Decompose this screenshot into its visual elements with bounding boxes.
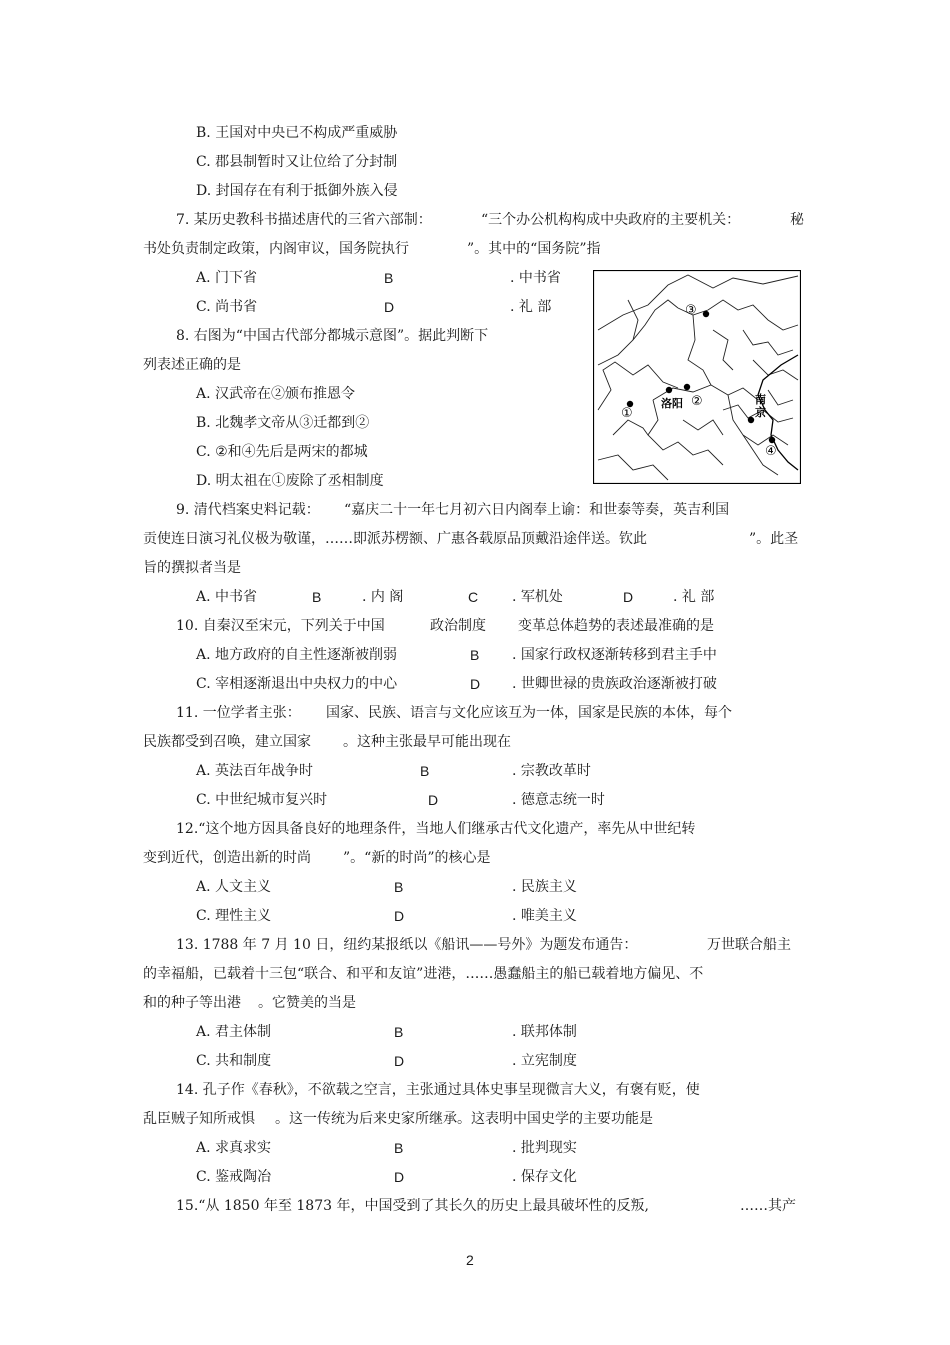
q15-stem-line1: 15.“从 1850 年至 1873 年，中国受到了其长久的历史上最具破坏性的反叛, xyxy=(176,1198,649,1214)
q11-option-b-text: . 宗教改革时 xyxy=(512,763,591,779)
q10-stem-part3: 变革总体趋势的表述最准确的是 xyxy=(518,618,714,634)
q7-option-c: C. 尚书省 xyxy=(196,299,258,315)
q9-option-d-letter: D xyxy=(623,589,634,605)
q8-option-b: B. 北魏孝文帝从③迁都到② xyxy=(196,415,370,431)
q7-option-d-text: . 礼 部 xyxy=(510,299,552,315)
q11-stem-line1-quote: 国家、民族、语言与文化应该互为一体，国家是民族的本体，每个 xyxy=(326,705,732,721)
q14-option-c: C. 鉴戒陶冶 xyxy=(196,1169,272,1185)
q12-option-d-text: . 唯美主义 xyxy=(512,908,577,924)
q15-stem-line1-end: ……其产 xyxy=(740,1198,796,1214)
page-number: 2 xyxy=(466,1252,474,1268)
q12-option-c: C. 理性主义 xyxy=(196,908,272,924)
map-label-3: ③ xyxy=(685,303,697,318)
q13-option-d-letter: D xyxy=(394,1053,405,1069)
q7-stem-line2: 书处负责制定政策，内阁审议，国务院执行 xyxy=(143,241,409,257)
q10-stem-part2: 政治制度 xyxy=(430,618,486,634)
q6-option-d: D. 封国存在有利于抵御外族入侵 xyxy=(196,183,398,199)
q9-option-d-text: . 礼 部 xyxy=(673,589,715,605)
q14-option-d-text: . 保存文化 xyxy=(512,1169,577,1185)
q11-stem-line2-end: 。这种主张最早可能出现在 xyxy=(343,734,511,750)
q13-stem-line3: 和的种子等出港 xyxy=(143,995,241,1011)
q10-option-b-letter: B xyxy=(470,647,480,663)
q9-stem-line2-end: ”。此圣 xyxy=(749,531,799,547)
q14-stem-line1: 14. 孔子作《春秋》，不欲载之空言，主张通过具体史事呈现微言大义，有褒有贬，使 xyxy=(176,1082,700,1098)
q9-stem-line1-quote: “嘉庆二十一年七月初六日内阁奉上谕：和世泰等奏，英吉利国 xyxy=(344,502,730,518)
q9-option-c-text: . 军机处 xyxy=(512,589,563,605)
q8-stem-line1: 8. 右图为“中国古代部分都城示意图”。据此判断下 xyxy=(176,328,489,344)
q13-option-d-text: . 立宪制度 xyxy=(512,1053,577,1069)
map-label-luoyang: 洛阳 xyxy=(661,397,683,410)
q14-stem-line2-end: 。这一传统为后来史家所继承。这表明中国史学的主要功能是 xyxy=(275,1111,653,1127)
q14-option-a: A. 求真求实 xyxy=(196,1140,272,1156)
q10-option-d-text: . 世卿世禄的贵族政治逐渐被打破 xyxy=(512,676,717,692)
q13-option-c: C. 共和制度 xyxy=(196,1053,272,1069)
q11-stem-line1: 11. 一位学者主张： xyxy=(176,705,301,721)
capital-cities-map xyxy=(593,270,801,484)
map-label-nanjing-1: 南 xyxy=(755,393,766,406)
q6-option-c: C. 郡县制暂时又让位给了分封制 xyxy=(196,154,398,170)
q7-option-d-letter: D xyxy=(384,299,395,315)
q8-option-c: C. ②和④先后是两宋的都城 xyxy=(196,444,368,460)
map-label-nanjing-2: 京 xyxy=(755,406,766,419)
q13-option-b-letter: B xyxy=(394,1024,404,1040)
q13-option-b-text: . 联邦体制 xyxy=(512,1024,577,1040)
q9-option-a: A. 中书省 xyxy=(196,589,258,605)
q10-option-b-text: . 国家行政权逐渐转移到君主手中 xyxy=(512,647,717,663)
q9-stem-line3: 旨的撰拟者当是 xyxy=(143,560,241,576)
q9-option-c-letter: C xyxy=(468,589,479,605)
q12-option-d-letter: D xyxy=(394,908,405,924)
q12-option-a: A. 人文主义 xyxy=(196,879,272,895)
q8-option-a: A. 汉武帝在②颁布推恩令 xyxy=(196,386,356,402)
q14-option-b-letter: B xyxy=(394,1140,404,1156)
q11-option-c: C. 中世纪城市复兴时 xyxy=(196,792,328,808)
q9-option-b-letter: B xyxy=(312,589,322,605)
q9-stem-line2: 贡使连日演习礼仪极为敬谨，……即派苏楞额、广惠各载原品顶戴沿途伴送。钦此 xyxy=(143,531,647,547)
q13-stem-line3-end: 。它赞美的当是 xyxy=(258,995,356,1011)
q12-stem-line1: 12.“这个地方因具备良好的地理条件，当地人们继承古代文化遗产，率先从中世纪转 xyxy=(176,821,696,837)
q7-quote-start: “三个办公机构构成中央政府的主要机关： xyxy=(481,212,741,228)
q13-option-a: A. 君主体制 xyxy=(196,1024,272,1040)
q8-option-d: D. 明太祖在①废除了丞相制度 xyxy=(196,473,384,489)
q10-stem-part1: 10. 自秦汉至宋元，下列关于中国 xyxy=(176,618,385,634)
q13-stem-line2: 的幸福船，已载着十三包“联合、和平和友谊”进港，……愚蠢船主的船已载着地方偏见、不 xyxy=(143,966,704,982)
q12-option-b-text: . 民族主义 xyxy=(512,879,577,895)
q12-stem-line2-end: ”。“新的时尚”的核心是 xyxy=(343,850,491,866)
q9-stem-line1: 9. 清代档案史料记载： xyxy=(176,502,320,518)
q12-option-b-letter: B xyxy=(394,879,404,895)
q7-stem-line2-end: ”。其中的“国务院”指 xyxy=(467,241,601,257)
q7-line1-tail: 秘 xyxy=(790,212,804,228)
q10-option-d-letter: D xyxy=(470,676,481,692)
q11-option-b-letter: B xyxy=(420,763,430,779)
q12-stem-line2: 变到近代，创造出新的时尚 xyxy=(143,850,311,866)
map-label-1: ① xyxy=(621,406,633,421)
map-label-2: ② xyxy=(691,394,703,409)
q7-option-b-letter: B xyxy=(384,270,394,286)
q9-option-b-text: . 内 阁 xyxy=(362,589,404,605)
q7-option-b-text: . 中书省 xyxy=(510,270,561,286)
q7-stem-line1: 7. 某历史教科书描述唐代的三省六部制： xyxy=(176,212,432,228)
q14-stem-line2: 乱臣贼子知所戒惧 xyxy=(143,1111,255,1127)
q11-stem-line2: 民族都受到召唤，建立国家 xyxy=(143,734,311,750)
q14-option-d-letter: D xyxy=(394,1169,405,1185)
q8-stem-line2: 列表述正确的是 xyxy=(143,357,241,373)
q10-option-c: C. 宰相逐渐退出中央权力的中心 xyxy=(196,676,398,692)
q11-option-d-letter: D xyxy=(428,792,439,808)
q11-option-a: A. 英法百年战争时 xyxy=(196,763,314,779)
q10-option-a: A. 地方政府的自主性逐渐被削弱 xyxy=(196,647,398,663)
q11-option-d-text: . 德意志统一时 xyxy=(512,792,605,808)
q13-stem-line1: 13. 1788 年 7 月 10 日，纽约某报纸以《船讯——号外》为题发布通告： xyxy=(176,937,638,953)
map-label-4: ④ xyxy=(765,444,777,459)
q13-stem-line1-quote: 万世联合船主 xyxy=(707,937,791,953)
q7-option-a: A. 门下省 xyxy=(196,270,258,286)
q14-option-b-text: . 批判现实 xyxy=(512,1140,577,1156)
q6-option-b: B. 王国对中央已不构成严重威胁 xyxy=(196,125,398,141)
